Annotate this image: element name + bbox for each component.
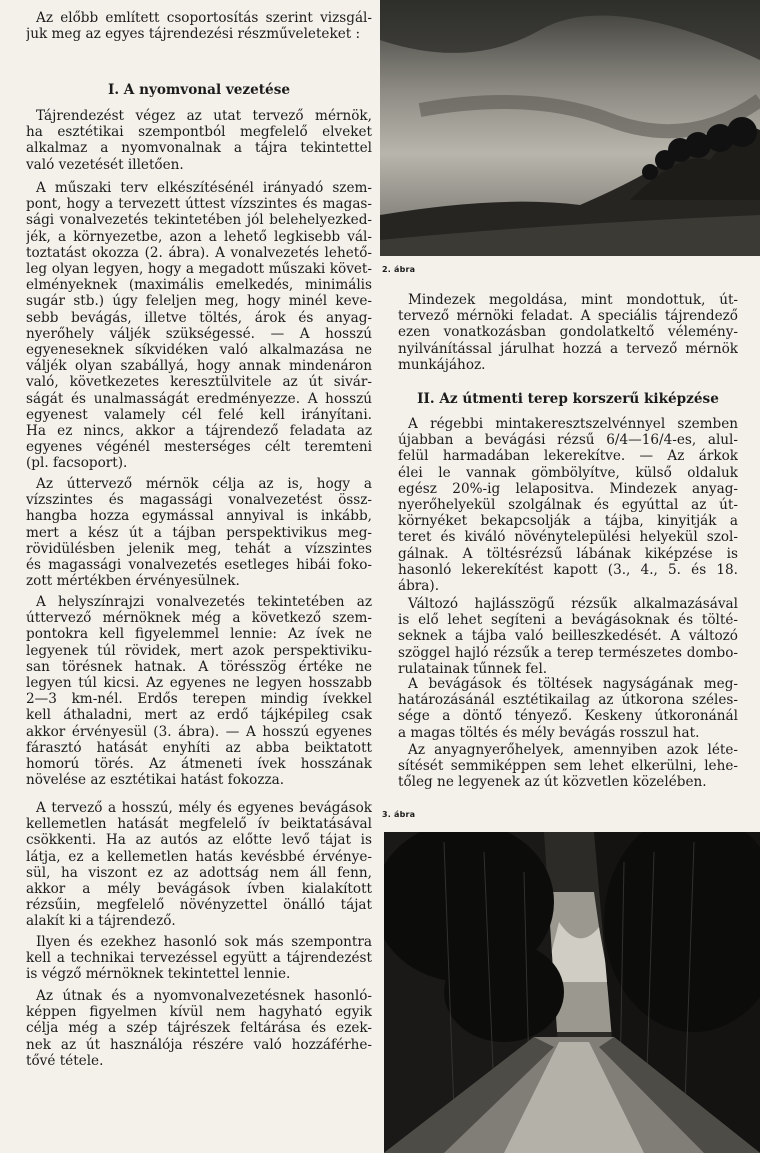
text-line: sége a döntő tényező. Keskeny útkoronánál: [398, 708, 738, 725]
text-line: való, következetes keresztülvitele az út sivár-: [26, 374, 372, 391]
text-line: látja, ez a kellemetlen hatás kevésbbé érvénye-: [26, 848, 372, 865]
text-line: juk meg az egyes tájrendezési részműveleteket :: [26, 26, 361, 43]
text-line: sítését semmiképpen sem lehet elkerülni, lehe-: [398, 758, 738, 775]
text-line: san törésnek hatnak. A törésszög értéke ne: [26, 658, 372, 675]
text-line: pontokra kell figyelemmel lennie: Az ívek ne: [26, 626, 372, 643]
text-line: ságát és unalmasságát eredményezze. A hosszú: [26, 390, 372, 407]
text-line: sugár stb.) úgy feleljen meg, hogy minél keve-: [26, 293, 372, 310]
right-paragraph-5: [398, 742, 738, 791]
text-line: kell áthaladni, mert az erdő tájképileg csak: [26, 707, 372, 724]
text-line: élei le vannak gömbölyítve, külső oldaluk: [398, 464, 738, 481]
text-line: teret és kiváló növénytelepülési helyekül szol-: [398, 529, 738, 546]
figure-2-photo: [380, 0, 760, 256]
text-line: nyerőhely váljék szükségessé. — A hosszú: [26, 325, 372, 342]
text-line: egész 20%-ig lelapositva. Mindezek anyag-: [398, 480, 738, 497]
text-line: kellemetlen hatását megfelelő ív beiktatásával: [26, 816, 372, 833]
right-paragraph-1: [398, 292, 738, 373]
text-line: Mindezek megoldása, mint mondottuk, út-: [408, 292, 738, 308]
text-line: A helyszínrajzi vonalvezetés tekintetében az: [36, 594, 372, 610]
text-line: tővé tétele.: [26, 1052, 104, 1069]
section-2-title: II. Az útmenti terep korszerű kiképzése: [417, 391, 719, 407]
text-line: A műszaki terv elkészítésénél irányadó szem-: [36, 180, 372, 196]
text-line: Az útnak és a nyomvonalvezetésnek hasonló-: [36, 988, 372, 1004]
text-line: A bevágások és töltések nagyságának meg-: [408, 676, 738, 692]
text-line: Az úttervező mérnök célja az is, hogy a: [36, 476, 372, 492]
text-line: határozásánál esztétikailag az útkorona széles-: [398, 692, 738, 709]
text-line: és magassági vonalvezetés esetleges hibái foko-: [26, 557, 372, 574]
text-line: úttervező mérnöknek még a következő szem-: [26, 610, 372, 627]
text-line: ha esztétikai szempontból megfelelő elveket: [26, 124, 372, 141]
text-line: A tervező a hosszú, mély és egyenes bevágások: [36, 800, 372, 816]
text-line: egyenest valamely cél felé kell irányítani.: [26, 406, 372, 423]
text-line: legyen túl kicsi. Az egyenes ne legyen hosszabb: [26, 675, 372, 692]
text-line: seknek a tájba való beilleszkedését. A változó: [398, 628, 738, 645]
text-line: (pl. facsoport).: [26, 455, 128, 472]
text-line: nyerőhelyekül szolgálnak és egyúttal az út-: [398, 497, 738, 514]
figure-3-photo: [384, 832, 760, 1153]
text-line: sági vonalvezetés tekintetében jól belehelyezked-: [26, 212, 372, 229]
text-line: tőleg ne legyenek az út közvetlen közelében.: [398, 774, 707, 791]
text-line: kell a technikai tervezéssel együtt a tájrendezést: [26, 950, 372, 967]
text-line: ábra).: [398, 578, 440, 595]
text-line: környéket bekapcsolják a tájba, kinyitják a: [398, 513, 738, 530]
text-line: tervező mérnöki feladat. A speciális tájrendező: [398, 308, 738, 325]
text-line: Az előbb említett csoportosítás szerint vizsgál-: [36, 10, 372, 26]
text-line: is végző mérnöknek tekintettel lennie.: [26, 966, 291, 983]
text-line: Tájrendezést végez az utat tervező mérnök,: [36, 108, 372, 124]
figure-3-caption: 3. ábra: [382, 810, 416, 819]
paragraph-4: [26, 594, 372, 788]
text-line: rézsűin, megfelelő növényzettel önálló tájat: [26, 897, 372, 914]
text-line: fárasztó hatását enyhíti az abba beiktatott: [26, 739, 372, 756]
text-line: váljék olyan szabállyá, hogy annak mindenáron: [26, 358, 372, 375]
text-line: alakít ki a tájrendező.: [26, 913, 176, 930]
text-line: egyeneseknek síkvidéken való alkalmazása ne: [26, 342, 372, 359]
text-line: Az anyagnyerőhelyek, amennyiben azok léte-: [408, 742, 738, 758]
text-line: alkalmaz a nyomvonalnak a tájra tekintettel: [26, 140, 372, 157]
text-line: pont, hogy a tervezett úttest vízszintes és magas-: [26, 196, 372, 213]
paragraph-5: [26, 800, 372, 930]
text-line: szöggel hajló rézsűk a terep természetes dombo-: [398, 644, 738, 661]
text-line: nek az út használója részére való hozzáférhe-: [26, 1036, 372, 1053]
text-line: célja még a szép tájrészek feltárása és ezek-: [26, 1020, 372, 1037]
text-line: való vezetését illetően.: [26, 156, 184, 173]
paragraph-3: [26, 476, 372, 589]
paragraph-2: [26, 180, 372, 472]
intro-paragraph: [26, 10, 372, 42]
text-line: legyenek túl rövidek, mert azok perspektiviku-: [26, 642, 372, 659]
paragraph-7: [26, 988, 372, 1069]
text-line: sül, ha viszont ez az adottság nem áll fenn,: [26, 864, 372, 881]
section-1-title: I. A nyomvonal vezetése: [107, 82, 291, 98]
text-line: jék, a környezetbe, azon a lehető legkisebb vál-: [26, 228, 372, 245]
text-line: akkor a mély bevágások ívben kialakított: [26, 881, 372, 898]
text-line: növelése az esztétikai hatást fokozza.: [26, 772, 285, 789]
text-line: vízszintes és magassági vonalvezetést össz-: [26, 492, 372, 509]
paragraph-6: [26, 934, 372, 983]
text-line: zott mértékben érvényesülnek.: [26, 573, 240, 590]
text-line: Változó hajlásszögű rézsűk alkalmazásával: [408, 596, 738, 612]
text-line: leg olyan legyen, hogy a megadott műszaki követ-: [26, 261, 372, 278]
text-line: ezen vonatkozásban gondolatkeltő vélemény-: [398, 324, 738, 341]
text-line: akkor érvényesül (3. ábra). — A hosszú egyenes: [26, 723, 372, 740]
text-line: újabban a bevágási rézsű 6/4—16/4-es, alul-: [398, 432, 738, 449]
right-paragraph-4: [398, 676, 738, 741]
text-line: nyilvánítással járulhat hozzá a tervező mérnök: [398, 340, 738, 357]
text-line: elményeknek (maximális emelkedés, minimális: [26, 277, 372, 294]
text-line: egyenes végénél mesterséges célt teremteni: [26, 439, 372, 456]
text-line: a magas töltés és mély bevágás rosszul hat.: [398, 724, 700, 741]
right-paragraph-3: [398, 596, 738, 677]
text-line: rövidülésben jelenik meg, tehát a vízszintes: [26, 540, 372, 557]
text-line: is elő lehet segíteni a bevágásoknak és tölté-: [398, 612, 738, 629]
figure-2-caption: 2. ábra: [382, 265, 416, 274]
text-line: felül harmadában lekerekítve. — Az árkok: [398, 448, 738, 465]
text-line: hasonló lekerekítést kapott (3., 4., 5. és 18.: [398, 561, 738, 578]
text-line: munkájához.: [398, 356, 486, 373]
paragraph-1: [26, 108, 372, 173]
text-line: csökkenti. Ha az autós az előtte levő tájat is: [26, 832, 372, 849]
text-line: rulatainak tűnnek fel.: [398, 660, 548, 677]
text-line: toztatást okozza (2. ábra). A vonalvezetés lehető-: [26, 244, 372, 261]
text-line: Ha ez nincs, akkor a tájrendező feladata az: [26, 423, 372, 440]
text-line: hangba hozza egymással annyival is inkább,: [26, 508, 372, 525]
text-line: képpen figyelmen kívül nem hagyható egyik: [26, 1004, 372, 1021]
right-paragraph-2: [398, 416, 738, 594]
text-line: 2—3 km-nél. Erdős terepen mindig ívekkel: [26, 691, 372, 708]
text-line: Ilyen és ezekhez hasonló sok más szempontra: [36, 934, 372, 950]
text-line: mert a kész út a tájban perspektivikus meg-: [26, 524, 372, 541]
text-line: A régebbi mintakeresztszelvénnyel szemben: [408, 416, 738, 432]
text-line: sebb bevágás, illetve töltés, árok és anyag-: [26, 309, 372, 326]
text-line: homorú törés. Az átmeneti ívek hosszának: [26, 756, 372, 773]
text-line: gálnak. A töltésrézsű lábának kiképzése is: [398, 545, 738, 562]
